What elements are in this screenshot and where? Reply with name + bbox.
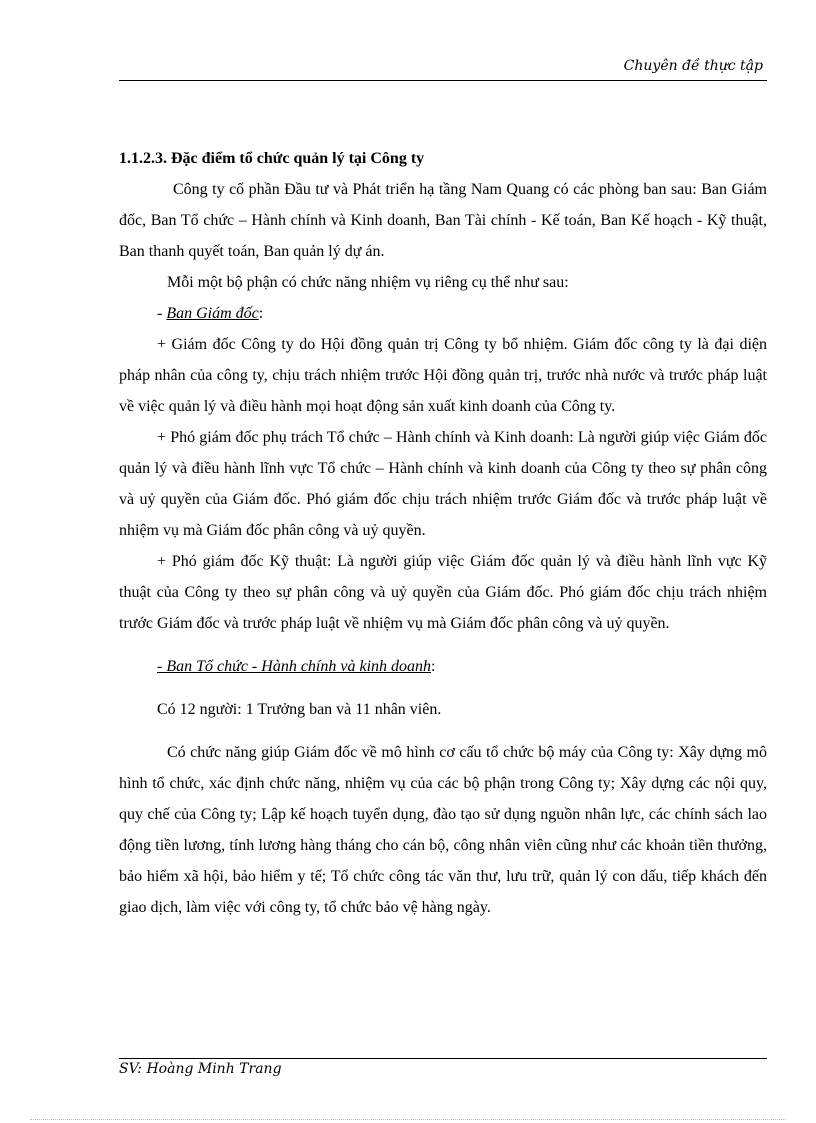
ban-to-chuc-functions: Có chức năng giúp Giám đốc về mô hình cơ cấu tổ chức bộ máy của Công ty: Xây dựng mô hình tổ chức, xác định chức năng, nhiệm vụ của các bộ phận trong Công ty; Xây dựng các nội quy, quy chế của Công ty; Lập kế hoạch tuyển dụng, đào tạo sử dụng nguồn nhân lực, các chính sách lao động tiền lương, tính lương hàng tháng cho cán bộ, công nhân viên cũng như các khoản tiền thưởng, bảo hiểm xã hội, bảo hiểm y tế; Tổ chức công tác văn thư, lưu trữ, quản lý con dấu, tiếp khách đến giao dịch, làm việc với công ty, tổ chức bảo vệ hàng ngày. — [119, 744, 767, 916]
ban-giam-doc-suffix: : — [258, 305, 264, 322]
ban-to-chuc-label: - Ban Tổ chức - Hành chính và kinh doanh — [157, 658, 432, 675]
intro-paragraph: Công ty cổ phần Đầu tư và Phát triển hạ tầng Nam Quang có các phòng ban sau: Ban Giám đốc, Ban Tổ chức – Hành chính và Kinh doanh, Ban Tài chính - Kế toán, Ban Kế hoạch - Kỹ thuật, Ban thanh quyết toán, Ban quản lý dự án. — [119, 181, 767, 260]
page-bottom-divider — [30, 1119, 786, 1120]
header-title: Chuyên đề thực tập — [623, 58, 763, 74]
ban-giam-doc-label: Ban Giám đốc — [166, 305, 259, 322]
footer-author: SV: Hoàng Minh Trang — [119, 1061, 282, 1077]
pho-giam-doc-kt-paragraph: + Phó giám đốc Kỹ thuật: Là người giúp việc Giám đốc quản lý và điều hành lĩnh vực Kỹ thuật của Công ty theo sự phân công và uỷ quyền của Giám đốc. Phó giám đốc chịu trách nhiệm trước Giám đốc và trước pháp luật về nhiệm vụ mà Giám đốc phân công và uỷ quyền. — [119, 553, 767, 632]
spacer — [119, 682, 767, 694]
ban-giam-doc-heading — [119, 298, 767, 329]
spacer — [119, 639, 767, 651]
page-footer — [119, 1058, 767, 1077]
pho-giam-doc-tc-paragraph: + Phó giám đốc phụ trách Tổ chức – Hành chính và Kinh doanh: Là người giúp việc Giám đốc quản lý và điều hành lĩnh vực Tổ chức – Hành chính và kinh doanh của Công ty theo sự phân công và uỷ quyền của Giám đốc. Phó giám đốc chịu trách nhiệm trước Giám đốc và trước pháp luật về nhiệm vụ mà Giám đốc phân công và uỷ quyền. — [119, 429, 767, 539]
ban-to-chuc-suffix: : — [431, 658, 436, 675]
giam-doc-paragraph: + Giám đốc Công ty do Hội đồng quản trị Công ty bổ nhiệm. Giám đốc công ty là đại diện pháp nhân của công ty, chịu trách nhiệm trước Hội đồng quản trị, trước nhà nước và trước pháp luật về việc quản lý và điều hành mọi hoạt động sản xuất kinh doanh của Công ty. — [119, 336, 767, 415]
page-header — [119, 58, 767, 81]
ban-to-chuc-heading — [119, 651, 767, 682]
functions-intro: Mỗi một bộ phận có chức năng nhiệm vụ riêng cụ thể như sau: — [167, 274, 569, 291]
section-heading: 1.1.2.3. Đặc điểm tổ chức quản lý tại Công ty — [119, 150, 425, 167]
ban-giam-doc-prefix: - — [157, 305, 167, 322]
staff-line: Có 12 người: 1 Trưởng ban và 11 nhân viên. — [157, 701, 442, 718]
spacer — [119, 725, 767, 737]
document-body — [119, 143, 767, 923]
